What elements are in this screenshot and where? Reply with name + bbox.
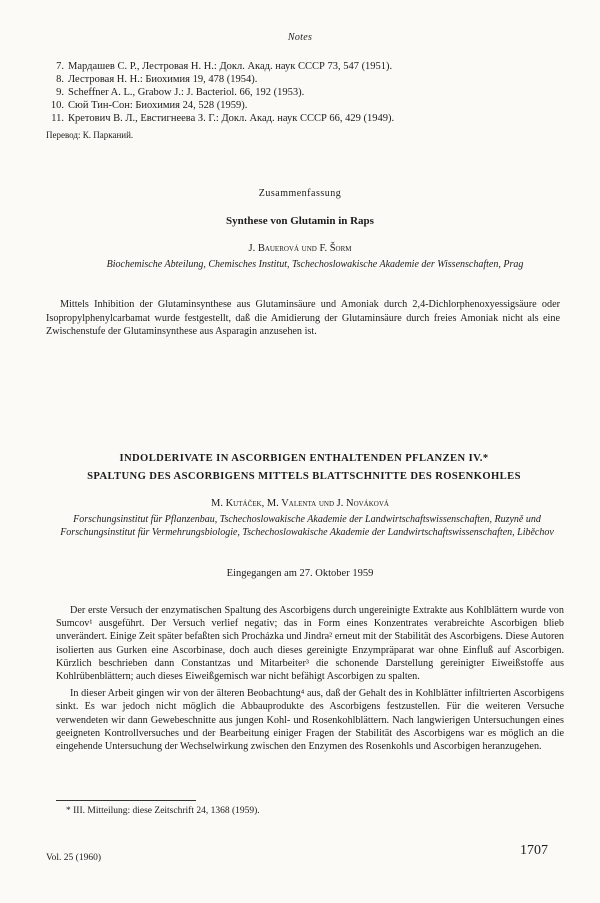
footnote-divider [56,800,196,801]
summary-heading: Zusammenfassung [258,188,342,199]
running-header: Notes [287,32,313,43]
summary-authors: J. Bauerová und F. Šorm [248,243,352,254]
volume-label: Vol. 25 (1960) [46,853,101,863]
article-title [40,450,568,486]
summary-title: Synthese von Glutamin in Raps [226,215,374,227]
reference-text: Мардашев С. Р., Лестровая Н. Н.: Докл. Акад. наук СССР 73, 547 (1951). [68,61,393,72]
footnote: * III. Mitteilung: diese Zeitschrift 24, 1368 (1959). [66,806,260,816]
summary-affiliation: Biochemische Abteilung, Chemisches Institut, Tschechoslowakische Akademie der Wissenschaften, Prag [106,259,524,270]
article-title-line: INDOLDERIVATE IN ASCORBIGEN ENTHALTENDEN PFLANZEN IV.* [119,453,489,464]
reference-text: Лестровая Н. Н.: Биохимия 19, 478 (1954). [68,74,258,85]
body-paragraph: Der erste Versuch der enzymatischen Spaltung des Ascorbigens durch ungereinigte Extrakte aus Kohlblättern wurde von Sumcov¹ ausgeführt. Der Versuch verlief negativ; das in Form eines Konzentrates verabreichte Ascorbigen blieb unverändert. Einige Zeit später befaßten sich Procházka und Jindra² erneut mit der Stabilität des Ascorbigens. Diese Autoren isolierten aus Gurken eine Ascorbinase, doch auch dieses gereinigte Enzympräparat war ohne Einfluß auf Ascorbigen. Kürzlich beschrieben dann Constantzas und Mitarbeiter³ die schonende Darstellung gereinigter Eiweißstoffe aus Kohlrübenblättern; auch dieses Eiweißgemisch war nicht befähigt Ascorbigen zu spalten. [56,605,564,683]
reference-item [50,99,570,112]
body-paragraph: In dieser Arbeit gingen wir von der älteren Beobachtung⁴ aus, daß der Gehalt des in Kohlblätter infiltrierten Ascorbigens sinkt. Es war jedoch nicht möglich die Abbauprodukte des Ascorbigens festzustellen. Für die weiteren Versuche verwendeten wir dann Gewebeschnitte aus jungen Kohl- und Rosenkohlblättern. Nach langwierigen Untersuchungen eines geeigneten Kontrollversuches und der Bearbeitung einiger Fragen der Stabilität des Ascorbigens war es möglich an die eingehende Untersuchung der Wechselwirkung zwischen den Enzymen des Rosenkohls und Ascorbigen heranzugehen. [56,688,564,753]
article-body [56,604,564,757]
page-number: 1707 [520,843,548,858]
article-title-line: SPALTUNG DES ASCORBIGENS MITTELS BLATTSCHNITTE DES ROSENKOHLES [87,471,521,482]
reference-item [50,73,570,86]
reference-list [50,60,570,125]
reference-number: 7. [56,61,64,72]
translator-credit: Перевод: К. Парканий. [46,130,134,140]
summary-abstract: Mittels Inhibition der Glutaminsynthese aus Glutaminsäure und Amoniak durch 2,4-Dichlorphenoxyessigsäure oder Isopropylphenylcarbamat wurde festgestellt, daß die Amidierung der Glutaminsäure durch freies Amoniak nicht als eine Zwischenstufe der Glutaminsynthese aus Asparagin anzusehen ist. [46,299,560,337]
reference-text: Кретович В. Л., Евстигнеева З. Г.: Докл. Акад. наук СССР 66, 429 (1949). [68,113,395,124]
reference-item [50,86,570,99]
reference-number: 8. [56,74,64,85]
reference-text: Сюй Тин-Сон: Биохимия 24, 528 (1959). [68,100,248,111]
reference-text: Scheffner A. L., Grabow J.: J. Bacteriol. 66, 192 (1953). [68,87,305,98]
received-date: Eingegangen am 27. Oktober 1959 [226,568,374,579]
reference-item [50,112,570,125]
reference-number: 10. [50,100,64,111]
reference-item [50,60,570,73]
reference-number: 11. [51,113,64,124]
article-authors: M. Kutáček, M. Valenta und J. Nováková [211,498,389,509]
reference-number: 9. [56,87,64,98]
article-affiliation: Forschungsinstitut für Pflanzenbau, Tschechoslowakische Akademie der Landwirtschaftswissenschaften, Ruzyně und Forschungsinstitut für Vermehrungsbiologie, Tschechoslowakische Akademie der Landwirtschaftswissenschaften, Liběchov [60,514,554,538]
